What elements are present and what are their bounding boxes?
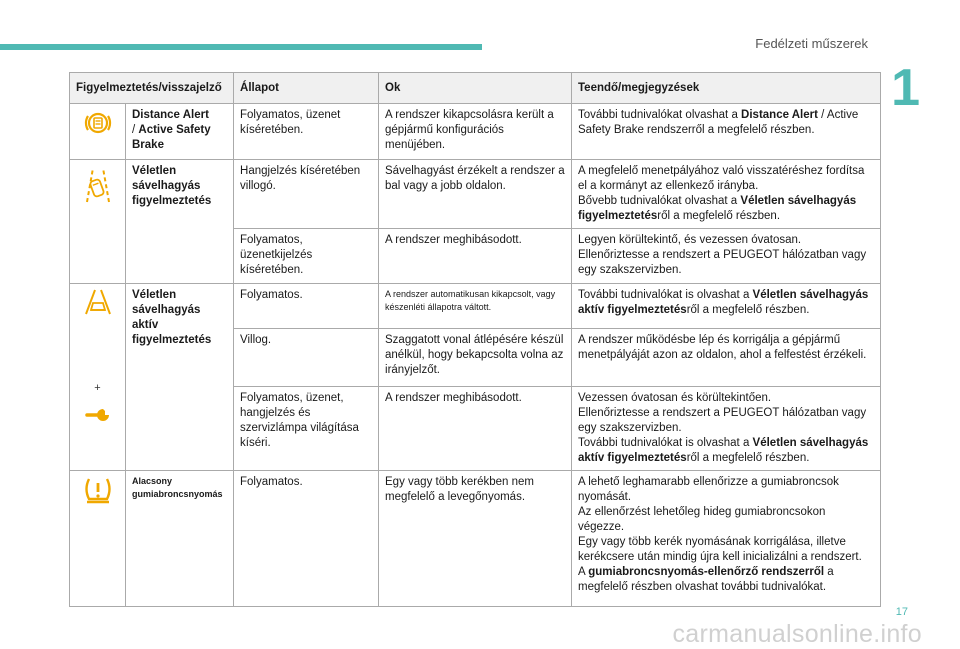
column-header-indicator: Figyelmeztetés/visszajelző xyxy=(70,73,234,104)
cause-cell: Egy vagy több kerékben nem megfelelő a levegőnyomás. xyxy=(379,471,572,607)
indicator-icon-cell xyxy=(70,284,126,471)
action-cell: A rendszer működésbe lép és korrigálja a gépjármű menetpályáját azon az oldalon, ahol a felfestést érzékeli. xyxy=(572,329,881,387)
indicator-name: Véletlen sávelhagyás figyelmeztetés xyxy=(126,160,234,284)
action-text: / Active Safety Brake rendszerről a megfelelő részben. xyxy=(578,109,859,136)
indicator-name: Alacsony gumiabroncsnyomás xyxy=(126,471,234,607)
state-cell: Folyamatos. xyxy=(234,471,379,607)
chapter-number: 1 xyxy=(891,59,920,117)
state-cell: Hangjelzés kíséretében villogó. xyxy=(234,160,379,229)
cause-cell: A rendszer automatikusan kikapcsolt, vagy készenléti állapotra váltott. xyxy=(379,284,572,329)
action-link-text: Véletlen sávelhagyás aktív figyelmeztetés xyxy=(578,437,869,464)
lane-departure-icon xyxy=(83,164,113,209)
table-row xyxy=(70,471,881,607)
indicator-icon-cell xyxy=(70,160,126,284)
table-row xyxy=(70,160,881,229)
tyre-pressure-icon xyxy=(82,475,114,510)
action-text: ről a megfelelő részben. xyxy=(657,210,781,222)
action-cell: Legyen körültekintő, és vezessen óvatosan. Ellenőriztesse a rendszert a PEUGEOT hálózatban vagy egy szakszervizben. xyxy=(572,229,881,284)
action-cell xyxy=(572,471,881,607)
action-cell xyxy=(572,160,881,229)
action-text: A xyxy=(578,566,589,578)
column-header-cause: Ok xyxy=(379,73,572,104)
action-text: ről a megfelelő részben. xyxy=(686,452,810,464)
watermark: carmanualsonline.info xyxy=(672,620,922,648)
state-cell: Villog. xyxy=(234,329,379,387)
header-accent-bar xyxy=(0,44,482,50)
action-text: a megfelelő részben olvashat további tudnivalókat. xyxy=(578,566,834,593)
table-row xyxy=(70,284,881,329)
action-text: A lehető leghamarabb ellenőrizze a gumiabroncsok nyomását. xyxy=(578,476,839,503)
indicator-name-separator: / xyxy=(132,124,139,136)
action-text: Bővebb tudnivalókat olvashat a xyxy=(578,195,741,207)
state-cell: Folyamatos, üzenet, hangjelzés és szervizlámpa világítása kíséri. xyxy=(234,387,379,471)
indicator-name-part: Active Safety Brake xyxy=(132,124,211,151)
state-cell: Folyamatos, üzenetkijelzés kíséretében. xyxy=(234,229,379,284)
warning-lights-table xyxy=(69,72,881,607)
action-text: Egy vagy több kerék nyomásának korrigálása, illetve kerékcsere után mindig újra kell inicializálni a rendszert. xyxy=(578,536,862,563)
indicator-name: Véletlen sávelhagyás aktív figyelmeztetés xyxy=(126,284,234,471)
page-number: 17 xyxy=(895,606,908,618)
indicator-icon-cell xyxy=(70,104,126,160)
lane-assist-icon xyxy=(83,288,113,321)
wrench-icon xyxy=(83,406,113,429)
indicator-icon-cell xyxy=(70,471,126,607)
action-text: További tudnivalókat is olvashat a xyxy=(578,437,753,449)
action-text: További tudnivalókat is olvashat a xyxy=(578,289,753,301)
action-text: Vezessen óvatosan és körültekintően. xyxy=(578,392,772,404)
table-header-row xyxy=(70,73,881,104)
action-text: A megfelelő menetpályához való visszatéréshez fordítsa el a kormányt az ellenkező irányba. xyxy=(578,165,865,192)
action-link-text: gumiabroncsnyomás-ellenőrző rendszerről xyxy=(588,566,825,578)
column-header-action: Teendő/megjegyzések xyxy=(572,73,881,104)
action-link-text: Distance Alert xyxy=(741,109,818,121)
action-link-text: Véletlen sávelhagyás figyelmeztetés xyxy=(578,195,857,222)
action-text: További tudnivalókat olvashat a xyxy=(578,109,742,121)
action-cell xyxy=(572,387,881,471)
table-row xyxy=(70,104,881,160)
action-cell xyxy=(572,104,881,160)
state-cell: Folyamatos, üzenet kíséretében. xyxy=(234,104,379,160)
section-title: Fedélzeti műszerek xyxy=(755,36,868,51)
indicator-name xyxy=(126,104,234,160)
cause-cell: Sávelhagyást érzékelt a rendszer a bal vagy a jobb oldalon. xyxy=(379,160,572,229)
state-cell: Folyamatos. xyxy=(234,284,379,329)
action-text: ről a megfelelő részben. xyxy=(686,304,810,316)
indicator-name-part: Distance Alert xyxy=(132,109,209,121)
distance-alert-icon xyxy=(83,108,113,143)
column-header-state: Állapot xyxy=(234,73,379,104)
cause-cell: Szaggatott vonal átlépésére készül anélkül, hogy bekapcsolta volna az irányjelzőt. xyxy=(379,329,572,387)
plus-sign: + xyxy=(94,382,101,394)
action-text: Az ellenőrzést lehetőleg hideg gumiabroncsokon végezze. xyxy=(578,506,826,533)
action-cell xyxy=(572,284,881,329)
action-text: Ellenőriztesse a rendszert a PEUGEOT hálózatban vagy egy szakszervizben. xyxy=(578,407,867,434)
cause-cell: A rendszer meghibásodott. xyxy=(379,387,572,471)
cause-cell: A rendszer kikapcsolásra került a gépjármű konfigurációs menüjében. xyxy=(379,104,572,160)
action-link-text: Véletlen sávelhagyás aktív figyelmeztetés xyxy=(578,289,869,316)
cause-cell: A rendszer meghibásodott. xyxy=(379,229,572,284)
icon-spacer xyxy=(76,321,119,379)
